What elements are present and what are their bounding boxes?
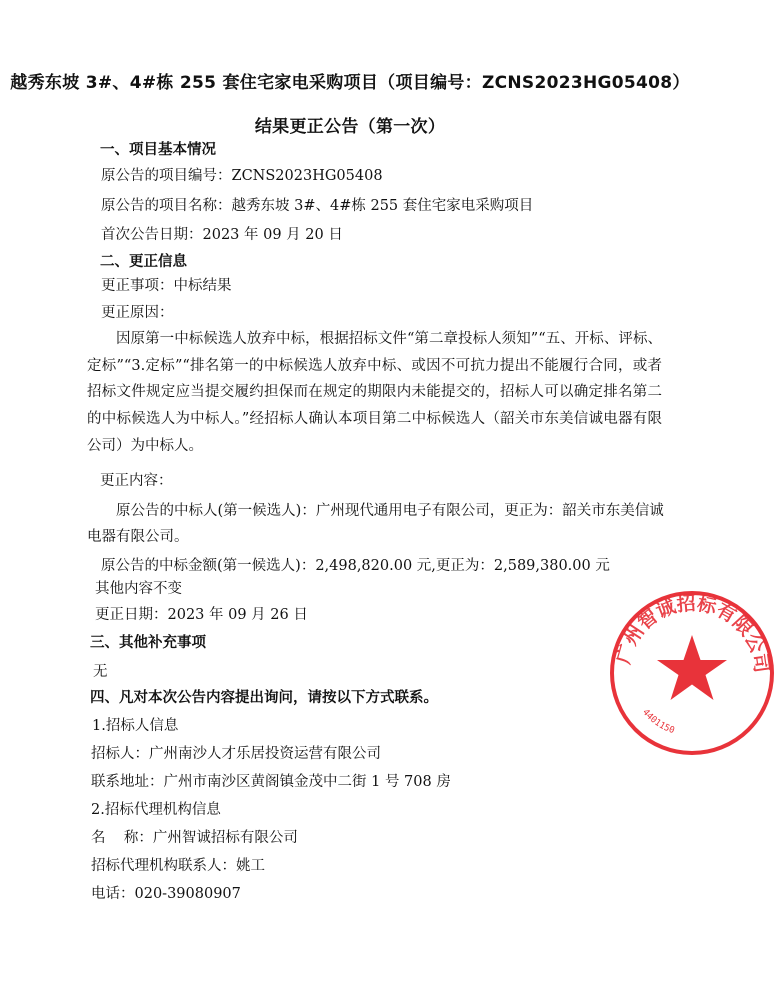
section-2-heading: 二、更正信息 (100, 254, 187, 270)
correction-date: 更正日期：2023 年 09 月 26 日 (95, 607, 308, 623)
original-project-name: 原公告的项目名称：越秀东坡 3#、4#栋 255 套住宅家电采购项目 (101, 198, 534, 214)
buyer-address: 联系地址：广州市南沙区黄阁镇金茂中二街 1 号 708 房 (91, 774, 451, 790)
agency-contact: 招标代理机构联系人：姚工 (91, 858, 265, 874)
correction-reason-text: 因原第一中标候选人放弃中标，根据招标文件“第二章投标人须知”“五、开标、评标、定标”“3.定标”“排名第一的中标候选人放弃中标、或因不可抗力提出不能履行合同，或者招标文件规定应当提交履约担保而在规定的期限内未能提交的，招标人可以确定排名第二的中标候选人为中标人。”经招标人确认本项目第二中标候选人（韶关市东美信诚电器有限公司）为中标人。 (87, 331, 662, 454)
first-publish-date: 首次公告日期：2023 年 09 月 20 日 (101, 227, 343, 243)
correction-content-label: 更正内容： (100, 473, 173, 489)
original-project-number: 原公告的项目编号：ZCNS2023HG05408 (101, 168, 383, 184)
agency-info-subheading: 2.招标代理机构信息 (91, 802, 221, 818)
seal-text: 广州智诚招标有限公司 (612, 592, 773, 675)
seal-number: 4401150 (640, 707, 676, 737)
correction-reason-label: 更正原因： (101, 305, 174, 321)
correction-item: 更正事项：中标结果 (101, 278, 232, 294)
section-4-heading: 四、凡对本次公告内容提出询问，请按以下方式联系。 (90, 690, 438, 706)
document-subtitle: 结果更正公告（第一次） (254, 117, 446, 137)
buyer-name: 招标人：广州南沙人才乐居投资运营有限公司 (91, 746, 381, 762)
buyer-info-subheading: 1.招标人信息 (92, 718, 179, 734)
other-content-unchanged: 其他内容不变 (95, 581, 182, 597)
agency-phone: 电话：020-39080907 (91, 886, 241, 902)
correction-winner: 原公告的中标人(第一候选人)：广州现代通用电子有限公司，更正为：韶关市东美信诚电器有限公司。 (87, 503, 664, 545)
svg-text:4401150 (640, 708, 676, 737)
company-seal (607, 588, 777, 758)
agency-name: 名 称：广州智诚招标有限公司 (91, 830, 298, 846)
seal-star-icon (657, 635, 727, 700)
correction-amount: 原公告的中标金额(第一候选人)：2,498,820.00 元,更正为：2,589,380.00 元 (101, 558, 610, 574)
section-3-heading: 三、其他补充事项 (90, 635, 206, 651)
supplement-text: 无 (93, 664, 108, 680)
section-1-heading: 一、项目基本情况 (100, 142, 216, 158)
document-title: 越秀东坡 3#、4#栋 255 套住宅家电采购项目（项目编号：ZCNS2023HG05408） (10, 73, 690, 93)
